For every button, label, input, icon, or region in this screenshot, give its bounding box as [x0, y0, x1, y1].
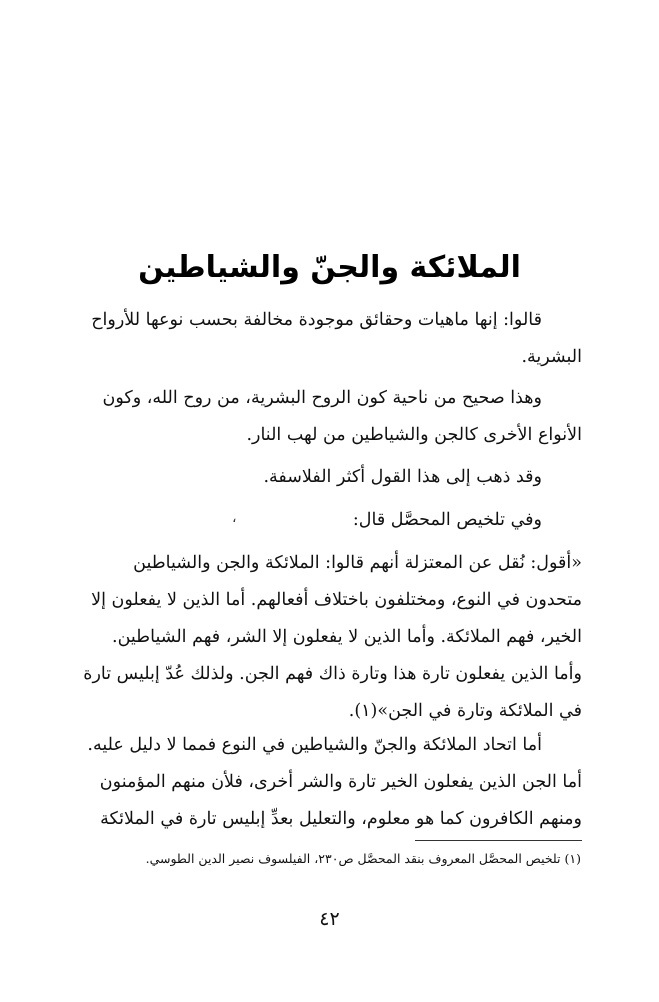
text-line: البشرية.: [521, 347, 582, 367]
page-title: الملائكة والجنّ والشياطين: [138, 250, 521, 286]
page-number: ٤٢: [319, 908, 340, 930]
text-line: أما الجن الذين يفعلون الخير تارة والشر أخرى، فلأن منهم المؤمنون: [99, 772, 582, 792]
text-line: ومنهم الكافرون كما هو معلوم، والتعليل بعدِّ إبليس تارة في الملائكة: [100, 809, 582, 829]
text-line: متحدون في النوع، ومختلفون باختلاف أفعالهم. أما الذين لا يفعلون إلا: [91, 590, 582, 610]
text-line: وأما الذين يفعلون تارة هذا وتارة ذاك فهم الجن. ولذلك عُدّ إبليس تارة: [83, 664, 582, 684]
paragraph-6: [78, 727, 582, 838]
text-line: الخير، فهم الملائكة. وأما الذين لا يفعلون إلا الشر، فهم الشياطين.: [112, 627, 582, 647]
paragraph-4: [78, 502, 582, 539]
footnote-divider: [415, 840, 582, 841]
text-line: «أقول: نُقل عن المعتزلة أنهم قالوا: الملائكة والجن والشياطين: [133, 553, 582, 573]
text-line: وفي تلخيص المحصَّل قال:: [352, 510, 542, 530]
text-line: في الملائكة وتارة في الجن»(١).: [348, 701, 582, 721]
text-line: أما اتحاد الملائكة والجنّ والشياطين في النوع فمما لا دليل عليه.: [87, 735, 542, 755]
footnote: (١) تلخيص المحصَّل المعروف بنقد المحصَّل ص٢٣٠، الفيلسوف نصير الدين الطوسي.: [145, 851, 581, 866]
text-line: وقد ذهب إلى هذا القول أكثر الفلاسفة.: [263, 467, 542, 487]
stray-mark: ،: [232, 510, 237, 526]
paragraph-5-quote: [78, 545, 582, 730]
text-line: وهذا صحيح من ناحية كون الروح البشرية، من روح الله، وكون: [102, 388, 542, 408]
paragraph-1: [78, 302, 582, 376]
text-line: قالوا: إنها ماهيات وحقائق موجودة مخالفة بحسب نوعها للأرواح: [91, 310, 542, 330]
paragraph-2: [78, 380, 582, 454]
text-line: الأنواع الأخرى كالجن والشياطين من لهب النار.: [246, 425, 582, 445]
paragraph-3: [78, 459, 582, 496]
